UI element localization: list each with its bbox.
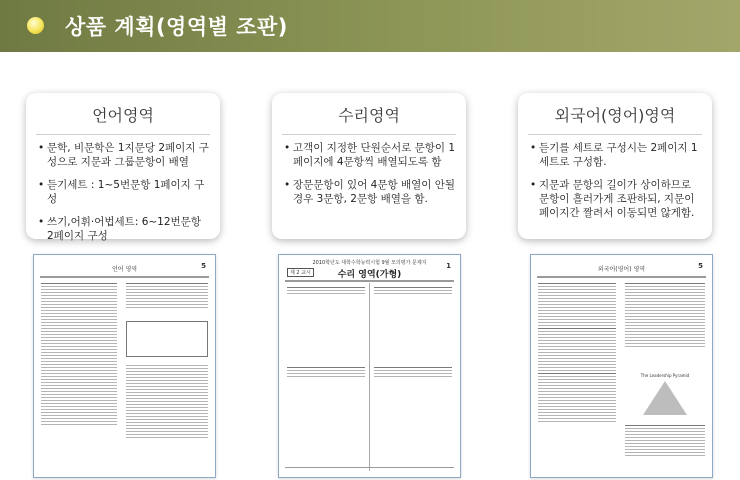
card-item-list — [272, 141, 466, 206]
card-title: 외국어(영어)영역 — [554, 106, 676, 125]
preview-page-number: 1 — [446, 262, 451, 270]
preview-column-divider — [369, 283, 370, 471]
preview-heading: 언어 영역 — [111, 266, 138, 273]
preview-text-column-left — [538, 281, 616, 424]
card-divider — [36, 134, 210, 135]
card-item: • 듣기를 세트로 구성시는 2페이지 1세트로 구성함. — [530, 141, 702, 169]
bullet-circle-icon — [27, 17, 44, 34]
card-item: • 장문문항이 있어 4문항 배열이 안될 경우 3문항, 2문항 배열을 함. — [284, 178, 456, 206]
preview-text-column-left — [41, 281, 117, 427]
card-item: • 지문과 문항의 길이가 상이하므로 문항이 흘러가게 조판하되, 지문이 페이지간 짤려서 이동되면 않게함. — [530, 178, 702, 220]
preview-text-column-right-lower — [126, 363, 208, 440]
preview-language-page — [33, 254, 216, 478]
card-math — [272, 93, 466, 239]
preview-page-number: 5 — [698, 262, 703, 270]
preview-subject-title: 수리 영역(가형) — [337, 270, 402, 280]
preview-text-column-right — [625, 281, 705, 349]
page-title: 상품 계획(영역별 조판) — [65, 15, 288, 39]
header-bar — [0, 0, 740, 52]
card-divider — [282, 134, 456, 135]
preview-rule — [285, 280, 454, 282]
preview-passage-box — [126, 321, 208, 357]
card-item-list — [26, 141, 220, 243]
card-item: • 듣기세트 : 1~5번문항 1페이지 구성 — [38, 178, 210, 206]
preview-figure-caption: The Leadership Pyramid — [640, 373, 690, 378]
card-divider — [528, 134, 702, 135]
preview-question-2 — [374, 285, 452, 296]
preview-question-4 — [374, 365, 452, 379]
preview-english-page — [530, 254, 713, 478]
preview-footer-rule — [285, 467, 454, 468]
card-title: 언어영역 — [92, 106, 154, 125]
card-item-list — [518, 141, 712, 220]
preview-rule — [537, 276, 706, 278]
preview-session-badge: 제 2 교시 — [287, 268, 314, 277]
preview-page-number: 5 — [201, 262, 206, 270]
card-item: • 문학, 비문학은 1지문당 2페이지 구성으로 지문과 그룹문항이 배열 — [38, 141, 210, 169]
preview-heading: 외국어(영어) 영역 — [597, 266, 646, 273]
preview-question-1 — [287, 285, 365, 296]
preview-heading: 2010학년도 대학수학능력시험 9월 모의평가 문제지 — [312, 260, 427, 266]
preview-text-column-right-lower — [625, 423, 705, 458]
preview-text-column-right — [126, 281, 208, 310]
preview-math-page — [278, 254, 461, 478]
card-item: • 고객이 지정한 단원순서로 문항이 1페이지에 4문항씩 배열되도록 함 — [284, 141, 456, 169]
card-language — [26, 93, 220, 242]
preview-question-3 — [287, 365, 365, 379]
card-english — [518, 93, 712, 239]
card-item: • 쓰기,어휘·어법세트: 6~12번문항 2페이지 구성 — [38, 215, 210, 243]
pyramid-figure-icon — [643, 381, 687, 415]
preview-rule — [40, 276, 209, 278]
card-title: 수리영역 — [338, 106, 400, 125]
